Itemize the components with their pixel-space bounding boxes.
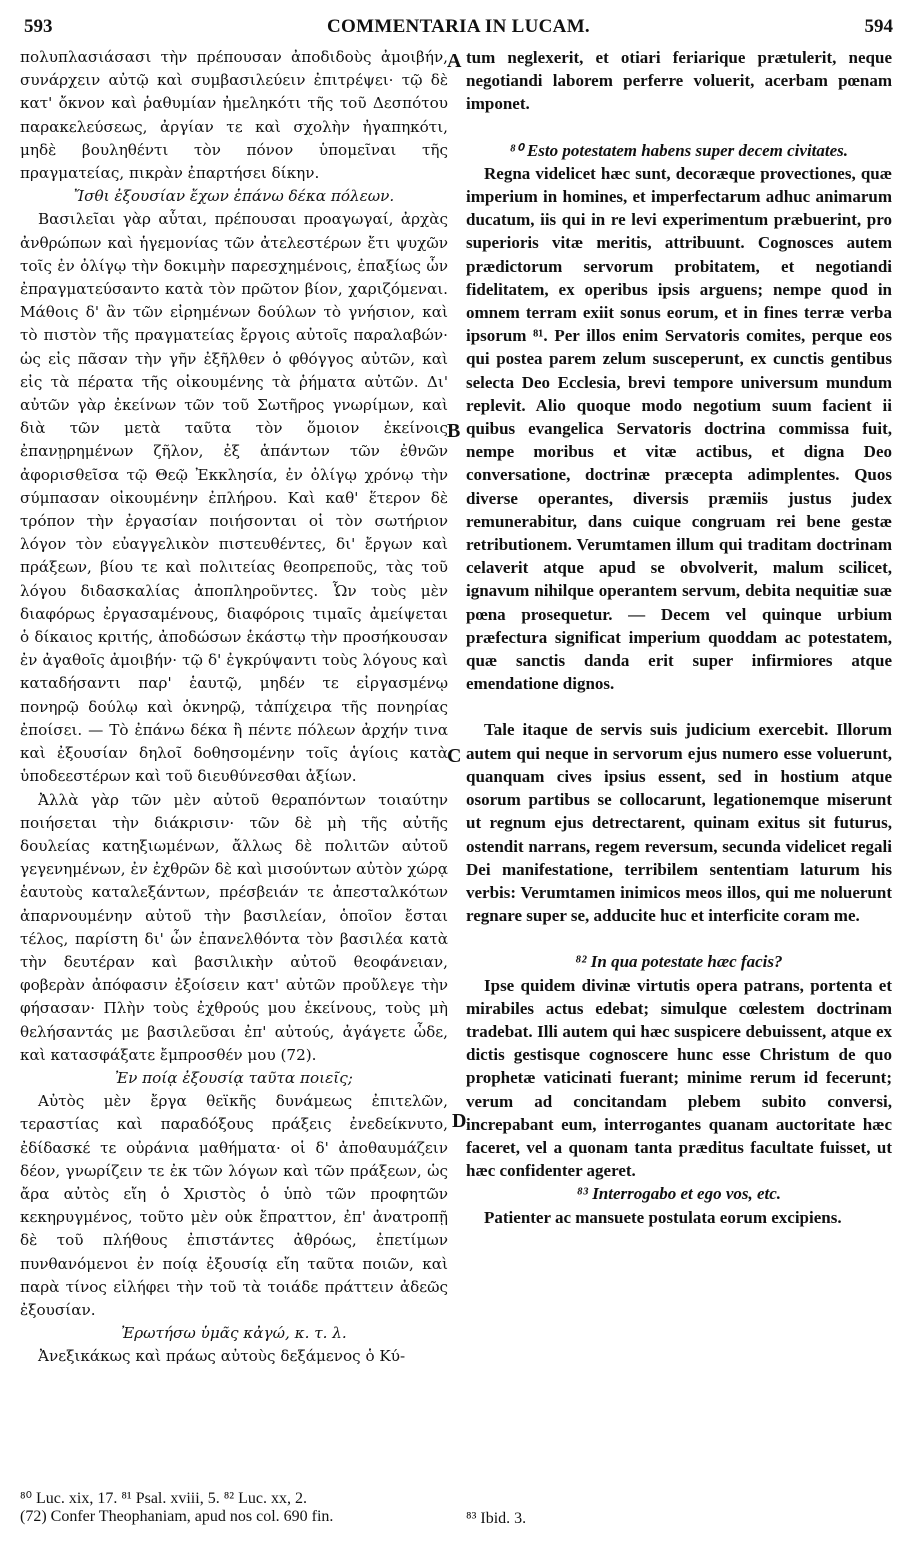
footnote-line: ⁸⁰ Luc. xix, 17. ⁸¹ Psal. xviii, 5. ⁸² Luc. xx, 2.: [20, 1490, 307, 1507]
greek-footnotes: [20, 1488, 460, 1526]
latin-paragraph: Ipse quidem divinæ virtutis opera patrans, portenta et mirabiles actus edebat; simulque cœlestem doctrinam tradebat. Illi autem qui hæc suspicere debuissent, atque ex dictis gestisque cognoscere hunc esse Christum de quo prophetæ vaticinati fuerant; minime rerum id fecerunt; verum ad concitandam plebem subito conversi, increpabant eum, interrogantes quanam auctoritate hæc faceret, vel a quonam tanta præditus facultate fuisset, ut hæc confidenter ageret.: [466, 975, 892, 1181]
latin-lemma: ⁸³ Interrogabo et ego vos, etc.: [576, 1184, 782, 1204]
page-header: [24, 16, 893, 42]
greek-paragraph: Αὐτὸς μὲν ἔργα θεϊκῆς δυνάμεως ἐπιτελῶν, τεραστίας καὶ παραδόξους πράξεις ἐνεδείκνυτο, ἐδίδασκέ τε οὐράνια μαθήματα· οἱ δ' ἀποθαυμάζειν δέον, γνωρίζειν τε ἐκ τῶν λόγων καὶ τῶν πράξεων, ὡς ἄρα αὐτὸς εἴη ὁ Χριστὸς ὁ ὑπὸ τῶν προφητῶν κεκηρυγμένος, τοῦτο μὲν οὐκ ἔπραττον, ἐπ' ἀνατροπῇ δὲ τοῦ πλήθους ἐπιστάντες ἀθρόως, ἐπετίμων πυνθανόμενοι ἐν ποίᾳ ἐξουσίᾳ εἴη ταῦτα ποιῶν, καὶ παρὰ τίνος εἰλήφει τὴν τοῦ τὰ τοιάδε πράττειν ἀδεῶς ἐξουσίαν.: [20, 1092, 448, 1319]
greek-lemma: Ἴσθι ἐξουσίαν ἔχων ἐπάνω δέκα πόλεων.: [73, 187, 395, 206]
footnote-line: (72) Confer Theophaniam, apud nos col. 690 fin.: [20, 1508, 334, 1525]
latin-column: [466, 46, 892, 1229]
latin-footnote: ⁸³ Ibid. 3.: [466, 1510, 527, 1527]
margin-letter-c: C: [447, 745, 462, 767]
greek-paragraph: Ἀνεξικάκως καὶ πράως αὐτοὺς δεξάμενος ὁ Κύ-: [38, 1347, 406, 1366]
latin-lemma: ⁸⁰ Esto potestatem habens super decem civitates.: [509, 140, 849, 160]
latin-paragraph: tum neglexerit, et otiari feriarique prætulerit, neque negotiandi laborem perferre voluerit, acerbam pœnam imponet.: [466, 48, 892, 114]
greek-lemma: Ἐρωτήσω ὑμᾶς κἀγώ, κ. τ. λ.: [121, 1324, 347, 1343]
latin-lemma: ⁸² In qua potestate hæc facis?: [575, 952, 783, 972]
page-number-left: 593: [24, 16, 53, 37]
margin-letter-b: B: [447, 420, 461, 442]
latin-paragraph: Regna videlicet hæc sunt, decoræque provectiones, quæ imperium in homines, et imperfectarum adhuc animarum ducatum, iis qui in re levi experimentum præbuerint, pro superioris vitæ meritis, attribuunt. Cognosces autem prædictorum servorum probitatem, et negotiandi fidelitatem, ex operibus ipsis arguens; nempe quod in omnem terram exiit sonus eorum, et in fines terræ verba ipsorum ⁸¹. Per illos enim Servatoris comites, perque eos qui postea parem zelum susceperunt, ex cunctis gentibus selecta Deo Ecclesia, brevi tempore universum mundum replevit. Alio quoque modo negotium suum facient ii quibus evangelica Servatoris doctrina commissa fuit, nempe moribus et vitæ actibus, et digna Deo conversatione, doctrinæ præcepta adimplentes. Quos diverse operantes, diversis præmiis justus judex remunerabitur, dans cuique congruam rei bene gestæ retributionem. Verumtamen illum qui traditam doctrinam celaverit atque apud se obvolverit, malum scilicet, ignavum nihilque operantem servum, debita nequitiæ suæ pœna prosequetur. — Decem vel quinque urbium præfectura significat imperium quoddam ac potestatem, quæ sanctis danda erit super infirmiores atque emendatione dignos.: [466, 163, 892, 694]
latin-paragraph: Tale itaque de servis suis judicium exercebit. Illorum autem qui neque in servorum ejus numero esse voluerunt, quanquam cives ipsius essent, sed in hostium atque osorum partibus se collocarunt, legationemque miserunt ut regnum ejus detrectarent, quinam exitus sit futurus, ostendit narrans, regem reversum, secunda videlicet regali Dei manifestatione, terribilem sententiam laturum his verbis: Verumtamen inimicos meos illos, qui me noluerunt regnare super se, adducite huc et interficite coram me.: [466, 720, 892, 926]
margin-letter-d: D: [452, 1110, 467, 1132]
greek-column: [20, 46, 448, 1369]
latin-paragraph: Patienter ac mansuete postulata eorum excipiens.: [484, 1207, 842, 1227]
greek-lemma: Ἐν ποίᾳ ἐξουσίᾳ ταῦτα ποιεῖς;: [115, 1068, 353, 1087]
page-number-right: 594: [864, 16, 893, 37]
greek-paragraph: πολυπλασιάσασι τὴν πρέπουσαν ἀποδιδοὺς ἀμοιβήν, συνάρχειν αὐτῷ καὶ συμβασιλεύειν ἐπιτρέψει· τῷ δὲ κατ' ὄκνον καὶ ῥαθυμίαν ἠμεληκότι τῆς τοῦ Δεσπότου παρακελεύσεως, ἀργίαν τε καὶ σχολὴν ἠγαπηκότι, μηδὲ βουληθέντι τὸν πόνον ὑπομεῖναι τῆς πραγματείας, πικρὰν ἐπαρτήσει δίκην.: [20, 48, 448, 183]
margin-letter-a: A: [447, 50, 462, 72]
running-title: COMMENTARIA IN LUCAM.: [327, 16, 590, 37]
greek-paragraph: Ἀλλὰ γὰρ τῶν μὲν αὐτοῦ θεραπόντων τοιαύτην ποιήσεται τὴν διάκρισιν· τῶν δὲ μὴ τῆς αὐτῆς δουλείας κατηξιωμένων, ἄλλως δὲ πολιτῶν αὐτοῦ γεγενημένων, ἐν ἐχθρῶν δὲ καὶ μισούντων αὐτὸν χώρᾳ ἑαυτοὺς καταλεξάντων, πρέσβειάν τε ἀπεσταλκότων ἀπαρνουμένην αὐτοῦ τὴν βασιλείαν, ὁποῖον ἔσται τέλος, παρίστη δι' ὧν ἐπανελθόντα τὸν βασιλέα κατὰ τὴν δευτέραν καὶ βασιλικὴν αὐτοῦ θεοφάνειαν, φοβερὰν ἀπόφασιν ἐξοίσειν κατ' αὐτῶν προὔλεγε τὴν φήσασαν· Πλὴν τοὺς ἐχθρούς μου ἐκείνους, τοὺς μὴ θελήσαντάς με βασιλεῦσαι ἐπ' αὐτούς, ἀγάγετε ὧδε, καὶ κατασφάξατε ἔμπροσθέν μου (72).: [20, 790, 448, 1064]
greek-paragraph: Βασιλεῖαι γὰρ αὗται, πρέπουσαι προαγωγαί, ἀρχὰς ἀνθρώπων καὶ ἡγεμονίας τῶν ἀτελεστέρων ἔτι ψυχῶν τοῖς ἐν ὀλίγῳ τὴν δοκιμὴν παρεσχημένοις, ἐπαξίως ὧν ἐπραγματεύσαντο κατὰ τὸν πρῶτον βίον, χαριζόμεναι. Μάθοις δ' ἂν τῶν εἰρημένων δούλων τὸ γνήσιον, καὶ τὸ πιστὸν τῆς πραγματείας ἔργοις αὐτοῖς παραλαβών· ὡς εἰς πᾶσαν τὴν γῆν ἐξῆλθεν ὁ φθόγγος αὐτῶν, καὶ εἰς τὰ πέρατα τῆς οἰκουμένης τὰ ῥήματα αὐτῶν. Δι' αὐτῶν γὰρ ἐκείνων τῶν τοῦ Σωτῆρος γνωρίμων, καὶ διὰ τῶν μετὰ ταῦτα τὸν ὅμοιον ἐκείνοις ἐπανῃρημένων ζῆλον, ἐξ ἁπάντων τῶν ἐθνῶν ἀφορισθεῖσα τῷ Θεῷ Ἐκκλησία, ἐν ὀλίγῳ χρόνῳ τὴν σύμπασαν οἰκουμένην ἐπλήρου. Καὶ καθ' ἕτερον δὲ τρόπον τὴν ἐργασίαν ποιήσονται οἱ τὸν σωτήριον λόγον τὸν εὐαγγελικὸν πιστευθέντες, δι' ἔργων καὶ πράξεων, βίου τε καὶ πολιτείας θεοπρεποῦς, τὰς τοῦ λόγου διδασκαλίας ἀποπληροῦντες. Ὧν τοὺς μὲν διαφόρως ἐργασαμένους, διαφόροις τιμαῖς ἀμείψεται ὁ δίκαιος κριτής, ἀποδώσων ἑκάστῳ τὴν προσήκουσαν ἐν ἀγαθοῖς ἀμοιβήν· τῷ δ' ἐγκρύψαντι τοὺς λόγους καὶ καταδήσαντι παρ' ἑαυτῷ, μηδέν τε εἰργασμένῳ πονηρῷ δούλῳ καὶ ὀκνηρῷ, τἀπίχειρα τῆς πονηρίας ἐποίσει. — Τὸ ἐπάνω δέκα ἢ πέντε πόλεων ἀρχήν τινα καὶ ἐξουσίαν δηλοῖ δοθησομένην τοῖς ἁγίοις κατὰ ὑποδεεστέρων καὶ τοῦ διευθύνεσθαι ἀξίων.: [20, 210, 448, 786]
